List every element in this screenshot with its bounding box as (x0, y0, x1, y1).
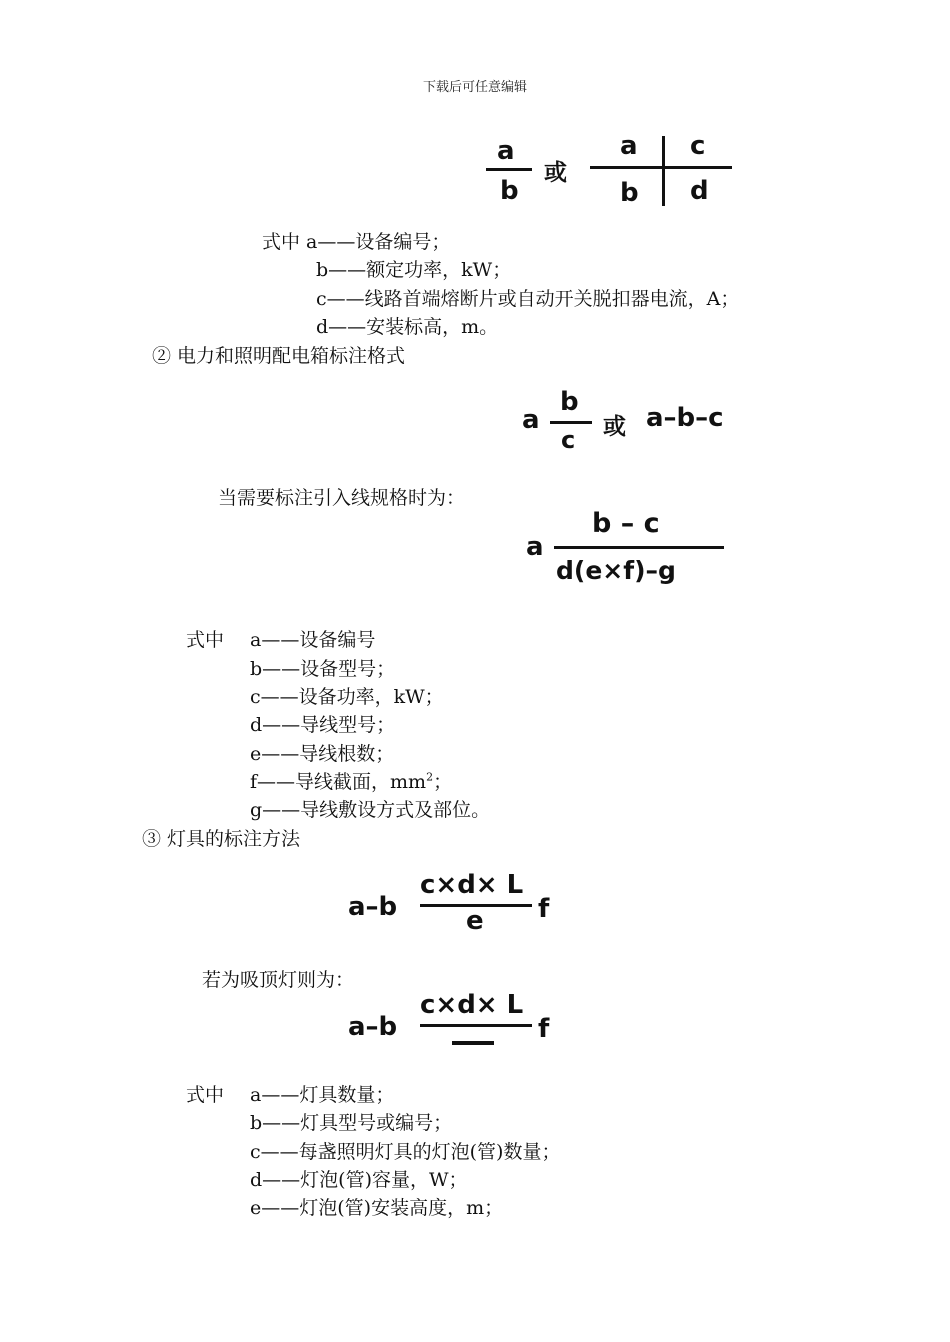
legend2-item-g: g——导线敷设方式及部位。 (250, 799, 491, 821)
formula5-right: f (538, 1014, 550, 1044)
formula5-fraction-bar (420, 1024, 532, 1027)
formula1-a2: a (620, 131, 638, 161)
legend2-item-f-sup: 2 (426, 770, 434, 784)
legend1-line-4: d——安装标高，m。 (316, 316, 499, 338)
legend3-prefix: 式中 (186, 1084, 225, 1106)
legend2-item-a: a——设备编号 (250, 629, 376, 651)
legend2-item-f-text: f——导线截面，mm (250, 771, 427, 793)
legend3-item-b: b——灯具型号或编号； (250, 1112, 453, 1134)
formula3-denominator: d(e×f)–g (556, 556, 676, 585)
formula1-or: 或 (544, 160, 567, 186)
legend2-item-b: b——设备型号； (250, 658, 396, 680)
formula1-c: c (690, 131, 706, 161)
legend1-line-2: b——额定功率，kW； (316, 259, 512, 281)
formula4-right: f (538, 894, 550, 924)
legend3-item-c: c——每盏照明灯具的灯泡(管)数量； (250, 1141, 561, 1163)
formula2-c: c (561, 426, 576, 454)
formula3-numerator: b – c (592, 508, 660, 539)
page-header: 下载后可任意编辑 (422, 80, 527, 95)
legend3-item-e: e——灯泡(管)安装高度，m； (250, 1197, 504, 1219)
formula5-ceiling-dash (452, 1041, 494, 1045)
formula4-numerator: c×d× L (420, 870, 524, 900)
formula5-left: a–b (348, 1012, 398, 1042)
formula3-fraction-bar (554, 546, 724, 549)
formula1-a: a (497, 136, 515, 166)
formula2-b: b (560, 387, 579, 417)
formula4-denominator: e (466, 906, 484, 936)
formula1-fraction-bar (486, 168, 532, 171)
legend3-item-d: d——灯泡(管)容量，W； (250, 1169, 468, 1191)
legend2-item-c: c——设备功率，kW； (250, 686, 444, 708)
formula2-fraction-bar (550, 421, 592, 424)
ceiling-note: 若为吸顶灯则为： (202, 969, 355, 991)
legend2-prefix: 式中 (186, 629, 225, 651)
formula1-d: d (690, 176, 709, 206)
legend1-line-3: c——线路首端熔断片或自动开关脱扣器电流，A； (316, 288, 740, 310)
formula1-b2: b (620, 178, 639, 208)
formula1-horizontal-bar (590, 166, 732, 169)
legend2-item-e: e——导线根数； (250, 743, 395, 765)
legend3-item-a: a——灯具数量； (250, 1084, 395, 1106)
inlet-note: 当需要标注引入线规格时为： (218, 487, 466, 509)
formula1-vertical-bar (662, 136, 665, 206)
legend1-line-1: 式中 a——设备编号； (262, 231, 451, 253)
formula2-or: 或 (603, 414, 626, 440)
legend2-item-f (250, 770, 452, 794)
formula5-numerator: c×d× L (420, 990, 524, 1020)
formula2-a: a (522, 405, 540, 435)
legend2-item-d: d——导线型号； (250, 714, 396, 736)
formula3-a: a (526, 532, 544, 562)
formula1-b: b (500, 176, 519, 206)
legend2-item-f-tail: ； (433, 771, 453, 793)
formula2-alt: a–b–c (646, 403, 724, 433)
section3-title: ③ 灯具的标注方法 (142, 828, 301, 850)
section2-title: ② 电力和照明配电箱标注格式 (152, 345, 406, 367)
formula4-left: a–b (348, 892, 398, 922)
